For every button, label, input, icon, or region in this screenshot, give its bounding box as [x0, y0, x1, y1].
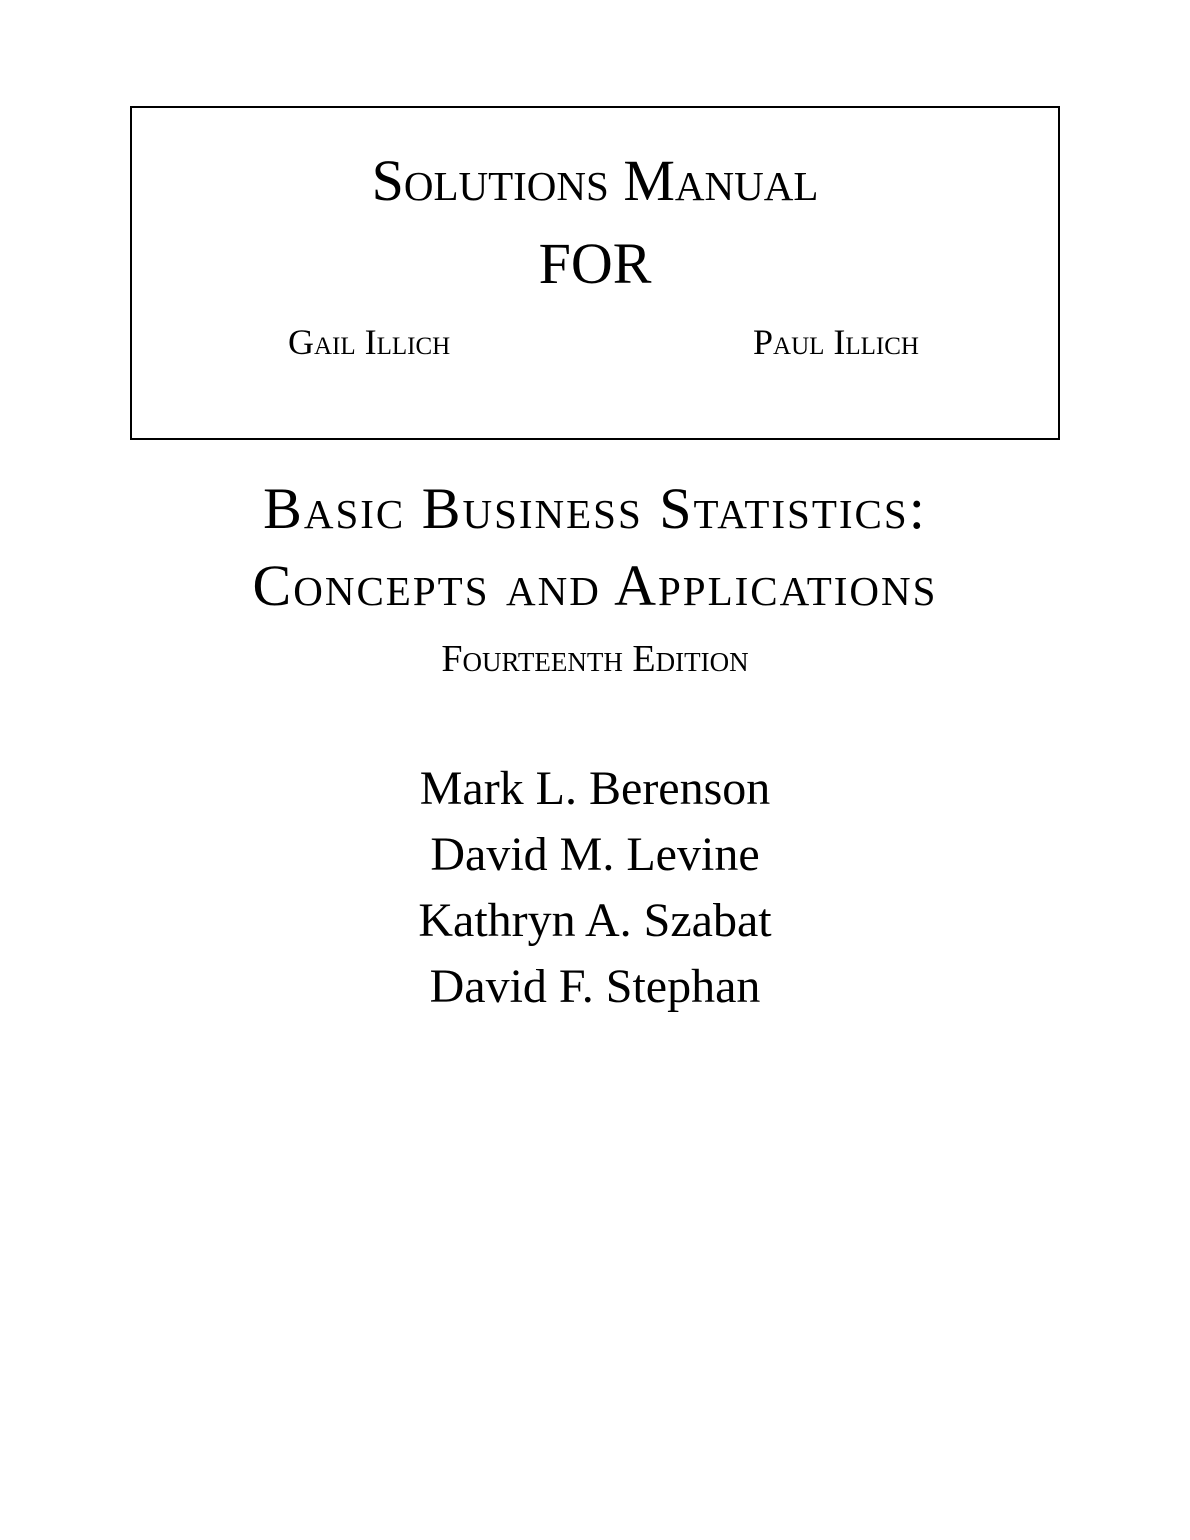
solutions-author-gail: Gail Illich: [288, 322, 451, 362]
solutions-author-paul: Paul Illich: [753, 322, 919, 362]
book-author: David M. Levine: [430, 828, 760, 881]
book-authors-list: [0, 756, 1190, 1020]
edition-label: Fourteenth Edition: [441, 638, 749, 680]
solutions-manual-title: Solutions Manual: [371, 148, 819, 213]
for-label: FOR: [538, 231, 652, 296]
book-author: Kathryn A. Szabat: [418, 894, 772, 947]
book-title-line-2: Concepts and Applications: [252, 553, 938, 618]
book-author: Mark L. Berenson: [419, 762, 771, 815]
book-author: David F. Stephan: [429, 960, 761, 1013]
solutions-manual-box: [130, 106, 1060, 440]
book-title-line-1: Basic Business Statistics:: [263, 476, 927, 541]
